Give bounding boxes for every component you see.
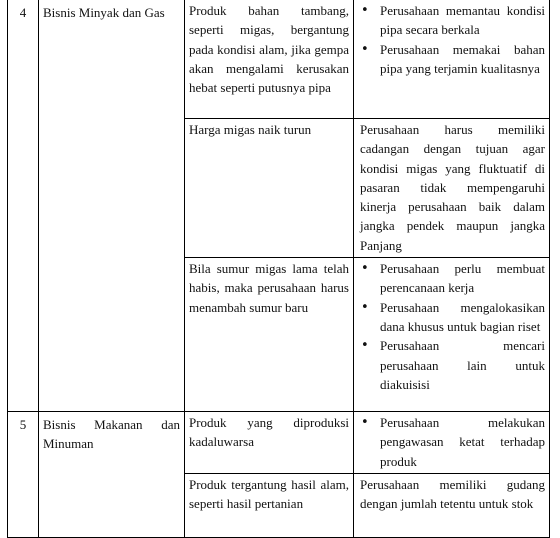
list-item: • Perusahaan mengalokasikan dana khusus untuk bagian riset xyxy=(358,298,545,337)
business-category: Bisnis Minyak dan Gas xyxy=(39,0,185,412)
risk-cell: Produk bahan tambang, seperti migas, bergantung pada kondisi alam, jika gempa akan mengalami kerusakan hebat seperti putusnya pipa xyxy=(185,0,354,119)
mitigation-list xyxy=(358,413,545,471)
list-item: • Perusahaan mencari perusahaan lain untuk diakuisisi xyxy=(358,336,545,394)
mitigation-list xyxy=(358,259,545,394)
mitigation-cell xyxy=(354,412,550,474)
mitigation-cell xyxy=(354,0,550,119)
mitigation-cell: Perusahaan harus memiliki cadangan dengan tujuan agar kondisi migas yang fluktuatif di pasaran tidak mempengaruhi kinerja perusahaan baik dalam jangka pendek maupun jangka Panjang xyxy=(354,119,550,258)
mitigation-cell: Perusahaan memiliki gudang dengan jumlah tetentu untuk stok xyxy=(354,473,550,537)
mitigation-cell xyxy=(354,258,550,412)
row-number: 4 xyxy=(8,0,39,412)
risk-cell: Harga migas naik turun xyxy=(185,119,354,258)
risk-cell: Produk yang diproduksi kadaluwarsa xyxy=(185,412,354,474)
risk-cell: Bila sumur migas lama telah habis, maka perusahaan harus menambah sumur baru xyxy=(185,258,354,412)
business-category: Bisnis Makanan dan Minuman xyxy=(39,412,185,538)
list-item: • Perusahaan perlu membuat perencanaan kerja xyxy=(358,259,545,298)
table-row xyxy=(8,412,550,474)
row-number: 5 xyxy=(8,412,39,538)
mitigation-list xyxy=(358,1,545,78)
list-item: • Perusahaan melakukan pengawasan ketat terhadap produk xyxy=(358,413,545,471)
table-row xyxy=(8,0,550,119)
risk-mitigation-table xyxy=(7,0,550,538)
list-item: • Perusahaan memakai bahan pipa yang terjamin kualitasnya xyxy=(358,40,545,79)
list-item: • Perusahaan memantau kondisi pipa secara berkala xyxy=(358,1,545,40)
risk-cell: Produk tergantung hasil alam, seperti hasil pertanian xyxy=(185,473,354,537)
